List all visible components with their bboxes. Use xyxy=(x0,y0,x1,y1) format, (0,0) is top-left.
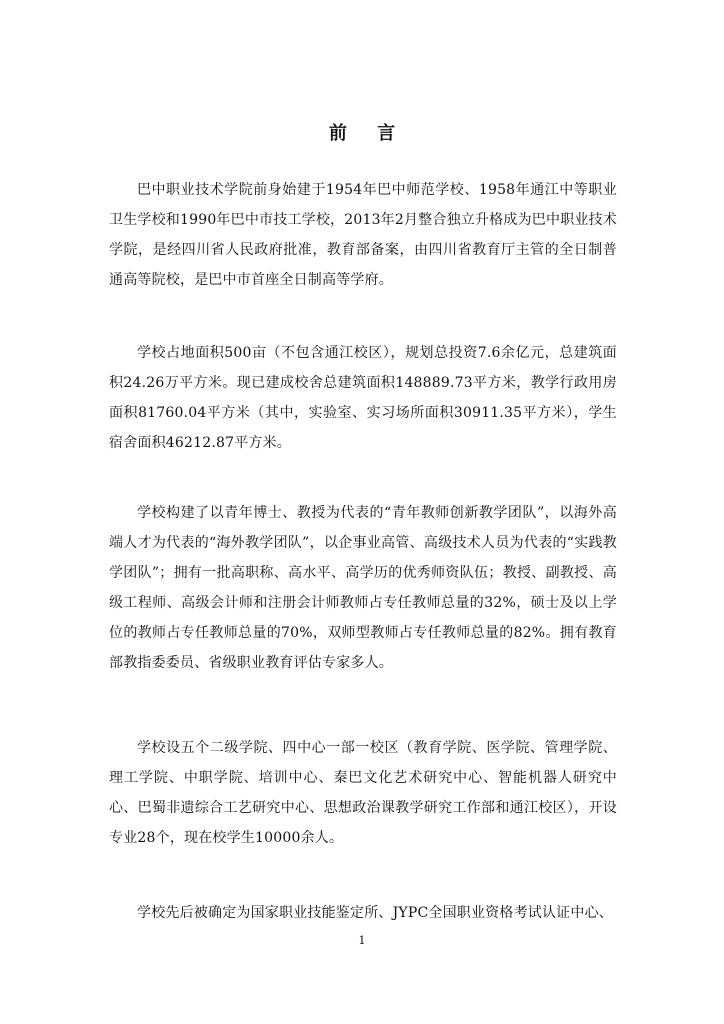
paragraph-campus-area: 学校占地面积500亩（不包含通江校区），规划总投资7.6余亿元，总建筑面积24.26万平方米。现已建成校舍总建筑面积148889.73平方米，教学行政用房面积81760.04平方米（其中，实验室、实习场所面积30911.35平方米），学生宿舍面积46212.87平方米。 xyxy=(109,345,617,451)
paragraph-colleges: 学校设五个二级学院、四中心一部一校区（教育学院、医学院、管理学院、理工学院、中职学院、培训中心、秦巴文化艺术研究中心、智能机器人研究中心、巴蜀非遗综合工艺研究中心、思想政治课教学研究工作部和通江校区），开设专业28个，现在校学生10000余人。 xyxy=(109,740,617,846)
page-title: 前 言 xyxy=(328,123,408,144)
paragraph-certifications: 学校先后被确定为国家职业技能鉴定所、JYPC全国职业资格考试认证中心、 xyxy=(137,905,613,921)
paragraph-history: 巴中职业技术学院前身始建于1954年巴中师范学校、1958年通江中等职业卫生学校和1990年巴中市技工学校，2013年2月整合独立升格成为巴中职业技术学院，是经四川省人民政府批准，教育部备案，由四川省教育厅主管的全日制普通高等院校，是巴中市首座全日制高等学府。 xyxy=(109,182,617,288)
page-number: 1 xyxy=(358,934,366,947)
paragraph-faculty: 学校构建了以青年博士、教授为代表的“青年教师创新教学团队”，以海外高端人才为代表的“海外教学团队”，以企事业高管、高级技术人员为代表的“实践教学团队”；拥有一批高职称、高水平、高学历的优秀师资队伍；教授、副教授、高级工程师、高级会计师和注册会计师教师占专任教师总量的32%，硕士及以上学位的教师占专任教师总量的70%，双师型教师占专任教师总量的82%。拥有教育部教指委委员、省级职业教育评估专家多人。 xyxy=(109,505,617,671)
